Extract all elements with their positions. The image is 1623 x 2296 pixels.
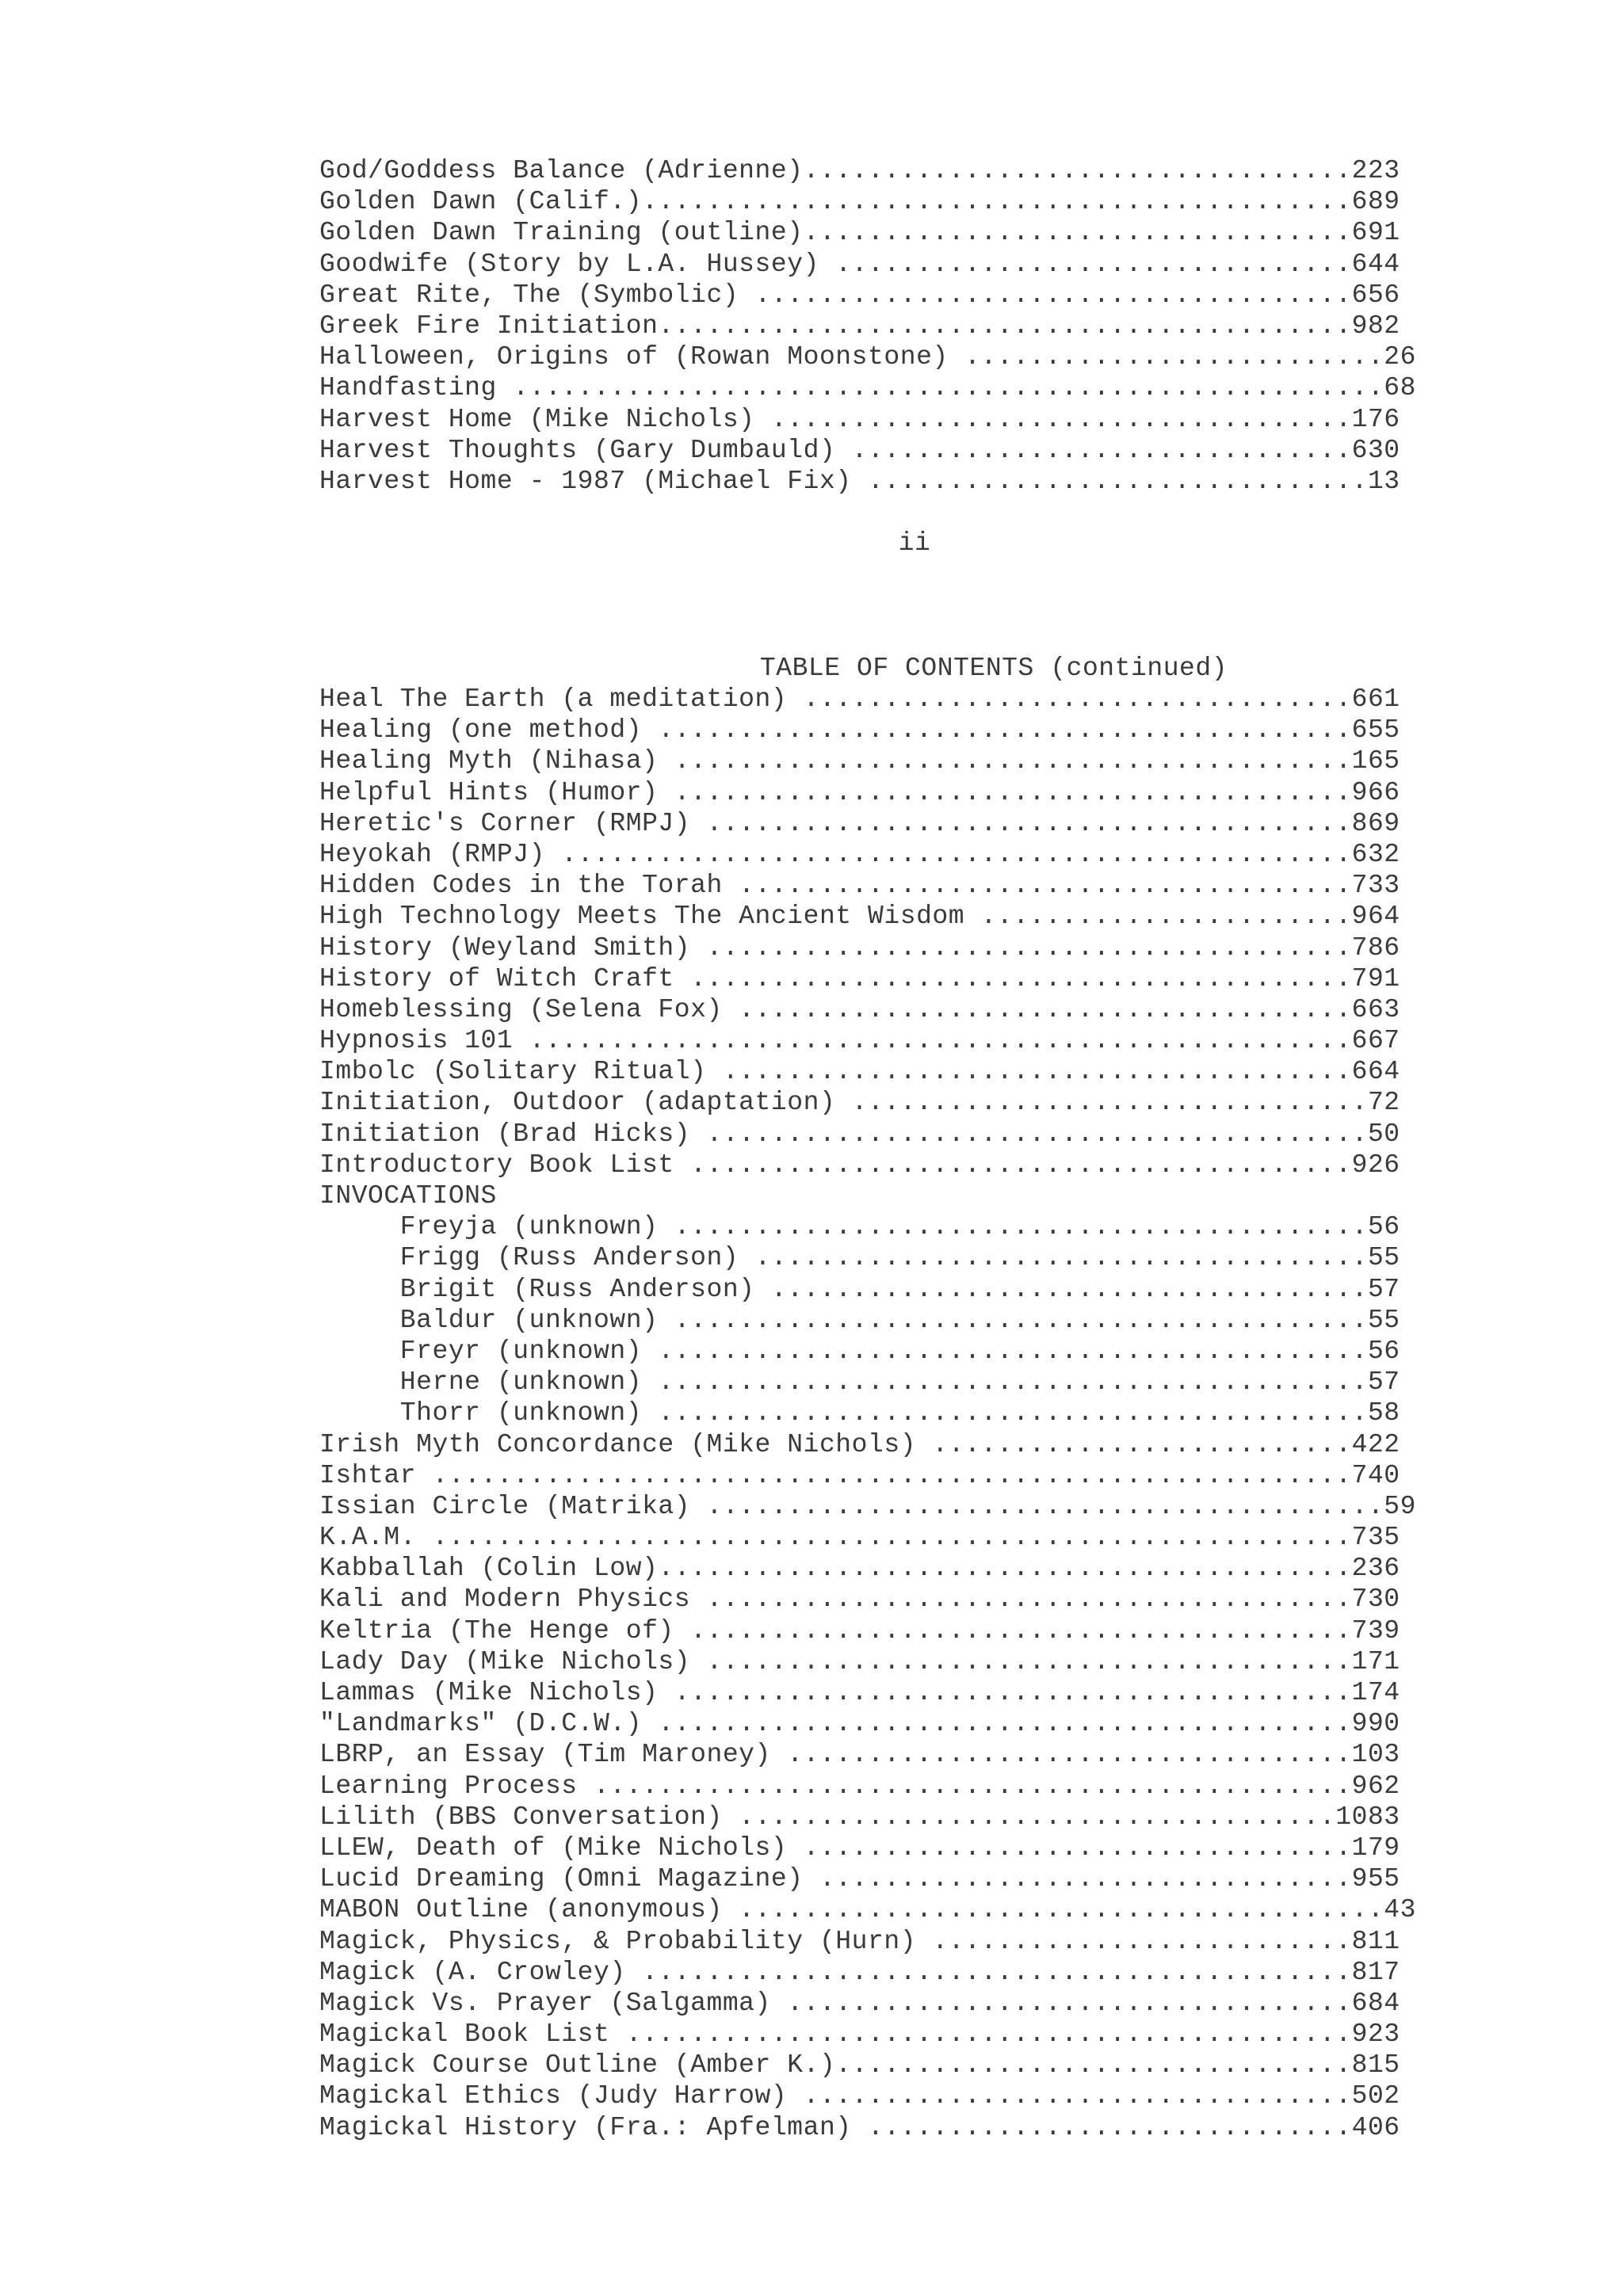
- toc-entries-top: [319, 155, 1416, 497]
- toc-entry: Magick Course Outline (Amber K.)................................815: [319, 2050, 1400, 2081]
- toc-entry: Heyokah (RMPJ) .................................................632: [319, 839, 1400, 869]
- toc-entry: Handfasting ......................................................68: [319, 373, 1417, 403]
- toc-entry: Harvest Home - 1987 (Michael Fix) ...............................13: [319, 466, 1400, 496]
- toc-entry: Issian Circle (Matrika) ..........................................59: [319, 1491, 1417, 1521]
- toc-entry: Baldur (unknown) ...........................................55: [319, 1305, 1400, 1335]
- page-number: ii: [898, 528, 931, 558]
- toc-entry: Magickal Book List .............................................923: [319, 2019, 1400, 2050]
- toc-entry: Goodwife (Story by L.A. Hussey) ................................644: [319, 249, 1400, 279]
- toc-entry: Lucid Dreaming (Omni Magazine) .................................955: [319, 1864, 1400, 1894]
- toc-entry: Lady Day (Mike Nichols) ........................................171: [319, 1646, 1400, 1676]
- toc-entry: God/Goddess Balance (Adrienne)..................................223: [319, 156, 1400, 185]
- toc-entry: Harvest Home (Mike Nichols) ....................................176: [319, 404, 1400, 434]
- toc-entry: Halloween, Origins of (Rowan Moonstone) ..........................26: [319, 342, 1417, 372]
- toc-entry: Helpful Hints (Humor) ..........................................966: [319, 777, 1400, 807]
- toc-entry: Thorr (unknown) ............................................58: [319, 1398, 1400, 1428]
- toc-heading: TABLE OF CONTENTS (continued): [759, 654, 1228, 683]
- toc-entry: Golden Dawn (Calif.)............................................689: [319, 187, 1400, 217]
- toc-entry: INVOCATIONS: [319, 1181, 497, 1211]
- toc-entry: Magick Vs. Prayer (Salgamma) ...................................684: [319, 1988, 1400, 2018]
- toc-entry: History of Witch Craft .........................................791: [319, 963, 1400, 994]
- toc-entry: K.A.M. .........................................................735: [319, 1523, 1400, 1553]
- toc-entry: Kali and Modern Physics ........................................730: [319, 1585, 1400, 1615]
- toc-entry: Initiation, Outdoor (adaptation) ................................72: [319, 1088, 1400, 1118]
- toc-entry: Brigit (Russ Anderson) .....................................57: [319, 1274, 1400, 1304]
- toc-entry: Greek Fire Initiation...........................................982: [319, 311, 1400, 341]
- toc-entry: Heretic's Corner (RMPJ) ........................................869: [319, 808, 1400, 838]
- toc-entry: "Landmarks" (D.C.W.) ...........................................990: [319, 1709, 1400, 1739]
- toc-entry: Herne (unknown) ............................................57: [319, 1367, 1400, 1398]
- toc-entry: Harvest Thoughts (Gary Dumbauld) ...............................630: [319, 435, 1400, 465]
- toc-entry: Healing (one method) ...........................................655: [319, 715, 1400, 746]
- toc-entry: Irish Myth Concordance (Mike Nichols) ..........................422: [319, 1429, 1400, 1459]
- toc-entry: Magickal History (Fra.: Apfelman) ..............................406: [319, 2112, 1400, 2142]
- toc-entry: Learning Process ...............................................962: [319, 1771, 1400, 1801]
- toc-entry: Heal The Earth (a meditation) ..................................661: [319, 685, 1400, 714]
- toc-entry: Initiation (Brad Hicks) .........................................50: [319, 1119, 1400, 1149]
- toc-entry: Keltria (The Henge of) .........................................739: [319, 1615, 1400, 1646]
- toc-entry: Frigg (Russ Anderson) ......................................55: [319, 1243, 1400, 1273]
- toc-entry: Ishtar .........................................................740: [319, 1460, 1400, 1490]
- toc-entry: Imbolc (Solitary Ritual) .......................................664: [319, 1057, 1400, 1087]
- toc-entry: Introductory Book List .........................................926: [319, 1150, 1400, 1180]
- toc-entry: Homeblessing (Selena Fox) ......................................663: [319, 994, 1400, 1024]
- toc-entry: LLEW, Death of (Mike Nichols) ..................................179: [319, 1833, 1400, 1863]
- toc-entry: Healing Myth (Nihasa) ..........................................165: [319, 746, 1400, 776]
- toc-entries-main: [319, 684, 1416, 2143]
- toc-entry: Great Rite, The (Symbolic) .....................................656: [319, 280, 1400, 310]
- toc-entry: Lilith (BBS Conversation) .....................................1083: [319, 1802, 1400, 1832]
- toc-entry: History (Weyland Smith) ........................................786: [319, 933, 1400, 963]
- toc-entry: Lammas (Mike Nichols) ..........................................174: [319, 1678, 1400, 1707]
- toc-entry: Freyr (unknown) ............................................56: [319, 1336, 1400, 1366]
- toc-entry: MABON Outline (anonymous) ........................................43: [319, 1895, 1417, 1925]
- toc-entry: Magick, Physics, & Probability (Hurn) ..........................811: [319, 1926, 1400, 1956]
- toc-entry: LBRP, an Essay (Tim Maroney) ...................................103: [319, 1740, 1400, 1770]
- toc-entry: Freyja (unknown) ...........................................56: [319, 1212, 1400, 1242]
- toc-entry: Magick (A. Crowley) ............................................817: [319, 1957, 1400, 1987]
- toc-entry: Magickal Ethics (Judy Harrow) ..................................502: [319, 2081, 1400, 2111]
- toc-entry: Hidden Codes in the Torah ......................................733: [319, 871, 1400, 901]
- toc-entry: Golden Dawn Training (outline)..................................691: [319, 218, 1400, 248]
- toc-entry: Hypnosis 101 ...................................................667: [319, 1026, 1400, 1056]
- toc-entry: Kabballah (Colin Low)...........................................236: [319, 1554, 1400, 1584]
- toc-entry: High Technology Meets The Ancient Wisdom .......................964: [319, 902, 1400, 932]
